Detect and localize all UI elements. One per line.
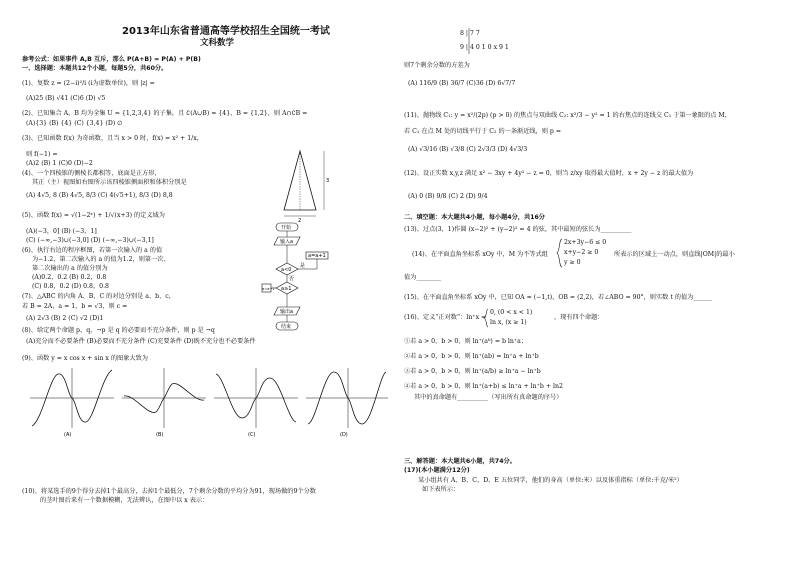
question-3-b: 则 f(−1) = bbox=[26, 151, 58, 158]
question-6: (6)、执行右边的程序框图，若第一次输入的 a 的值 bbox=[22, 247, 163, 254]
question-17-heading: (17)(本小题满分12分) bbox=[404, 467, 470, 474]
q16-item-4: ④若 a > 0，b > 0，则 ln⁺(a+b) ≤ ln⁺a + ln⁺b + ln2 bbox=[404, 383, 563, 390]
q14-system-2: x+y−2 ≥ 0 bbox=[564, 249, 599, 256]
question-2: (2)、已知集合 A，B 均为全集 U = {1,2,3,4} 的子集，且 ∁(A∪B) = {4}，B = {1,2}，则 A∩∁B = bbox=[22, 110, 308, 117]
stem-leaf-row-2: 9 | 4 0 1 0 x 9 1 bbox=[460, 44, 509, 51]
question-7: (7)、△ABC 的内角 A、B、C 的对边分别是 a、b、c， bbox=[22, 293, 175, 300]
question-16: (16)、定义“正对数”：ln⁺x = bbox=[404, 314, 487, 321]
flow-yes-label-1: 是 bbox=[300, 263, 306, 269]
section-2-heading: 二、填空题：本大题共4小题，每小题4分，共16分 bbox=[404, 214, 545, 221]
flow-start-label: 开始 bbox=[281, 225, 292, 231]
question-5: (5)、函数 f(x) = √(1−2ˣ) + 1/√(x+3) 的定义域为 bbox=[22, 212, 165, 219]
q16-item-2: ②若 a > 0，b > 0，则 ln⁺(ab) = ln⁺a + ln⁺b bbox=[404, 353, 539, 360]
graph-c bbox=[214, 368, 298, 428]
question-7-options: (A) 2√3 (B) 2 (C) √2 (D)1 bbox=[26, 315, 104, 322]
formula-ref: 参考公式：如果事件 A,B 互斥，那么 P(A+B) = P(A) + P(B) bbox=[22, 56, 201, 63]
flow-cond1-label: a<0 bbox=[281, 267, 292, 273]
question-3: (3)、已知函数 f(x) 为奇函数，且当 x > 0 时，f(x) = x² + 1/x， bbox=[22, 135, 203, 142]
q16-brace bbox=[484, 309, 489, 327]
graph-b-label: (B) bbox=[156, 432, 164, 438]
flow-end-label: 结束 bbox=[281, 324, 292, 330]
graph-b bbox=[122, 368, 206, 428]
q16-system-2: ln x, (x ≥ 1) bbox=[490, 319, 527, 326]
question-5-options-a: (A)(−3，0] (B) (−3，1] bbox=[26, 228, 97, 235]
question-8-options: (A)充分而不必要条件 (B)必要而不充分条件 (C)充要条件 (D)既不充分也不必要条件 bbox=[26, 338, 256, 345]
question-7-b: 若 B = 2A，a = 1，b = √3，则 c = bbox=[22, 303, 128, 310]
flow-step1-label: a=a+1 bbox=[308, 253, 326, 259]
flow-step2-label: a=a−1 bbox=[262, 287, 275, 291]
q16-system-1: 0, (0 < x < 1) bbox=[490, 309, 533, 316]
question-11: (11)、抛物线 C₁: y = x²/(2p) (p > 0) 的焦点与双曲线 C₂: x²/3 − y² = 1 的右焦点的连线交 C₁ 于第一象限的点 M， bbox=[404, 112, 731, 119]
question-12-options: (A) 0 (B) 9/8 (C) 2 (D) 9/4 bbox=[408, 193, 488, 200]
question-6-b: 为−1.2，第二次输入的 a 的值为1.2，则第一次、 bbox=[32, 256, 170, 263]
flow-cond2-label: a≥1 bbox=[281, 286, 292, 292]
question-16-b: ，现有四个命题： bbox=[554, 314, 604, 321]
flow-no-label-1: 否 bbox=[289, 276, 295, 282]
graph-a-label: (A) bbox=[64, 432, 72, 438]
question-5-options-b: (C) (−∞,−3)∪(−3,0] (D) (−∞,−3)∪(−3,1] bbox=[26, 237, 154, 244]
flow-input-label: 输入a bbox=[280, 239, 294, 245]
page-title: 2013年山东省普通高等学校招生全国统一考试 bbox=[122, 26, 330, 37]
question-1: (1)、复数 z = (2−i)²/i (i为虚数单位)，则 |z| = bbox=[22, 80, 155, 87]
question-16-c: 其中的真命题有__________（写出所有真命题的序号） bbox=[414, 394, 563, 401]
question-6-options-2: (C) 0.8，0.2 (D) 0.8，0.8 bbox=[32, 283, 109, 290]
question-14-b: 所表示的区域上一动点，则直线|OM|的最小 bbox=[614, 251, 735, 258]
stem-leaf-divider bbox=[468, 28, 470, 54]
question-10-b: 的茎叶图后来有一个数据模糊，无法辨认，在图中以 x 表示： bbox=[40, 497, 209, 504]
question-10-options: (A) 116/9 (B) 36/7 (C)36 (D) 6√7/7 bbox=[408, 80, 516, 87]
question-10: (10)、将某选手的9个得分去掉1个最高分，去掉1个最低分，7个剩余分数的平均分为91，现场做的9个分数 bbox=[22, 488, 316, 495]
graph-d bbox=[306, 368, 388, 428]
q16-item-1: ①若 a > 0，b > 0，则 ln⁺(aᵇ) = b ln⁺a； bbox=[404, 338, 528, 345]
question-6-c: 第二次输出的 a 的值分别为 bbox=[32, 265, 108, 272]
graph-a bbox=[30, 368, 114, 428]
question-10-c: 则7个剩余分数的方差为 bbox=[404, 62, 470, 69]
pyramid-front-view bbox=[280, 148, 370, 223]
question-2-options: (A){3} (B) {4} (C) {3,4} (D) ∅ bbox=[26, 120, 123, 127]
question-4-options: (A) 4√5, 8 (B) 4√5, 8/3 (C) 4(√5+1), 8/3 (D) 8,8 bbox=[26, 192, 173, 199]
q14-system-1: 2x+3y−6 ≤ 0 bbox=[564, 239, 607, 246]
question-17-b: 如下表所示： bbox=[422, 486, 460, 493]
question-4: (4)、一个四棱锥的侧棱长都相等，底面是正方形， bbox=[22, 170, 161, 177]
question-8: (8)、给定两个命题 p、q，¬p 是 q 的必要而不充分条件，则 p 是 ¬q bbox=[22, 327, 215, 334]
graph-c-label: (C) bbox=[248, 432, 256, 438]
question-15: (15)、在平面直角坐标系 xOy 中，已知 OA = (−1,t)，OB = (2,2)，若∠ABO = 90°，则实数 t 的值为______ bbox=[404, 294, 712, 301]
question-14: (14)、在平面直角坐标系 xOy 中，M 为不等式组 bbox=[412, 251, 548, 258]
question-11-b: 若 C₁ 在点 M 处的切线平行于 C₂ 的一条渐近线，则 p = bbox=[404, 128, 562, 135]
q14-system-3: y ≥ 0 bbox=[564, 259, 581, 266]
flowchart bbox=[262, 222, 332, 340]
section-3-heading: 三、解答题：本大题共6小题，共74分。 bbox=[404, 458, 516, 465]
pyramid-height-label: 3 bbox=[326, 178, 330, 184]
q14-brace bbox=[557, 239, 563, 267]
question-11-options: (A) √3/16 (B) √3/8 (C) 2√3/3 (D) 4√3/3 bbox=[408, 146, 528, 153]
question-12: (12)、设正实数 x,y,z 满足 x² − 3xy + 4y² − z = 0，则当 z/xy 取得最大值时，x + 2y − z 的最大值为 bbox=[404, 170, 694, 177]
flow-output-label: 输出a bbox=[280, 309, 294, 315]
page-subtitle: 文科数学 bbox=[200, 38, 235, 48]
question-6-options-1: (A)0.2，0.2 (B) 0.2，0.8 bbox=[32, 274, 107, 281]
question-13: (13)、过点(3，1)作圆 (x−2)² + (y−2)² = 4 的弦，其中最短的弦长为__________ bbox=[404, 226, 632, 233]
stem-leaf-row-1: 8 | 7 7 bbox=[460, 30, 480, 37]
question-17: 某小组共有 A、B、C、D、E 五位同学，他们的身高（单位:米）以及体重指标（单位:千克/米²） bbox=[418, 477, 683, 484]
q9-graphs bbox=[28, 366, 388, 438]
graph-d-label: (D) bbox=[340, 432, 348, 438]
question-1-options: (A)25 (B) √41 (C)6 (D) √5 bbox=[26, 95, 106, 102]
question-9: (9)、函数 y = x cos x + sin x 的图象大致为 bbox=[22, 355, 148, 362]
question-14-c: 值为________ bbox=[404, 274, 442, 281]
question-3-options: (A)2 (B) 1 (C)0 (D)−2 bbox=[26, 160, 93, 167]
q16-item-3: ③若 a > 0，b > 0，则 ln⁺(a/b) ≥ ln⁺a − ln⁺b bbox=[404, 368, 541, 375]
section-1-heading: 一、选择题：本题共12个小题，每题5分，共60分。 bbox=[22, 65, 168, 72]
pyramid-side-label: 2 bbox=[298, 218, 302, 224]
question-4-b: 其正（主）视图如右图所示该四棱锥侧面积和体积分别是 bbox=[32, 179, 187, 186]
